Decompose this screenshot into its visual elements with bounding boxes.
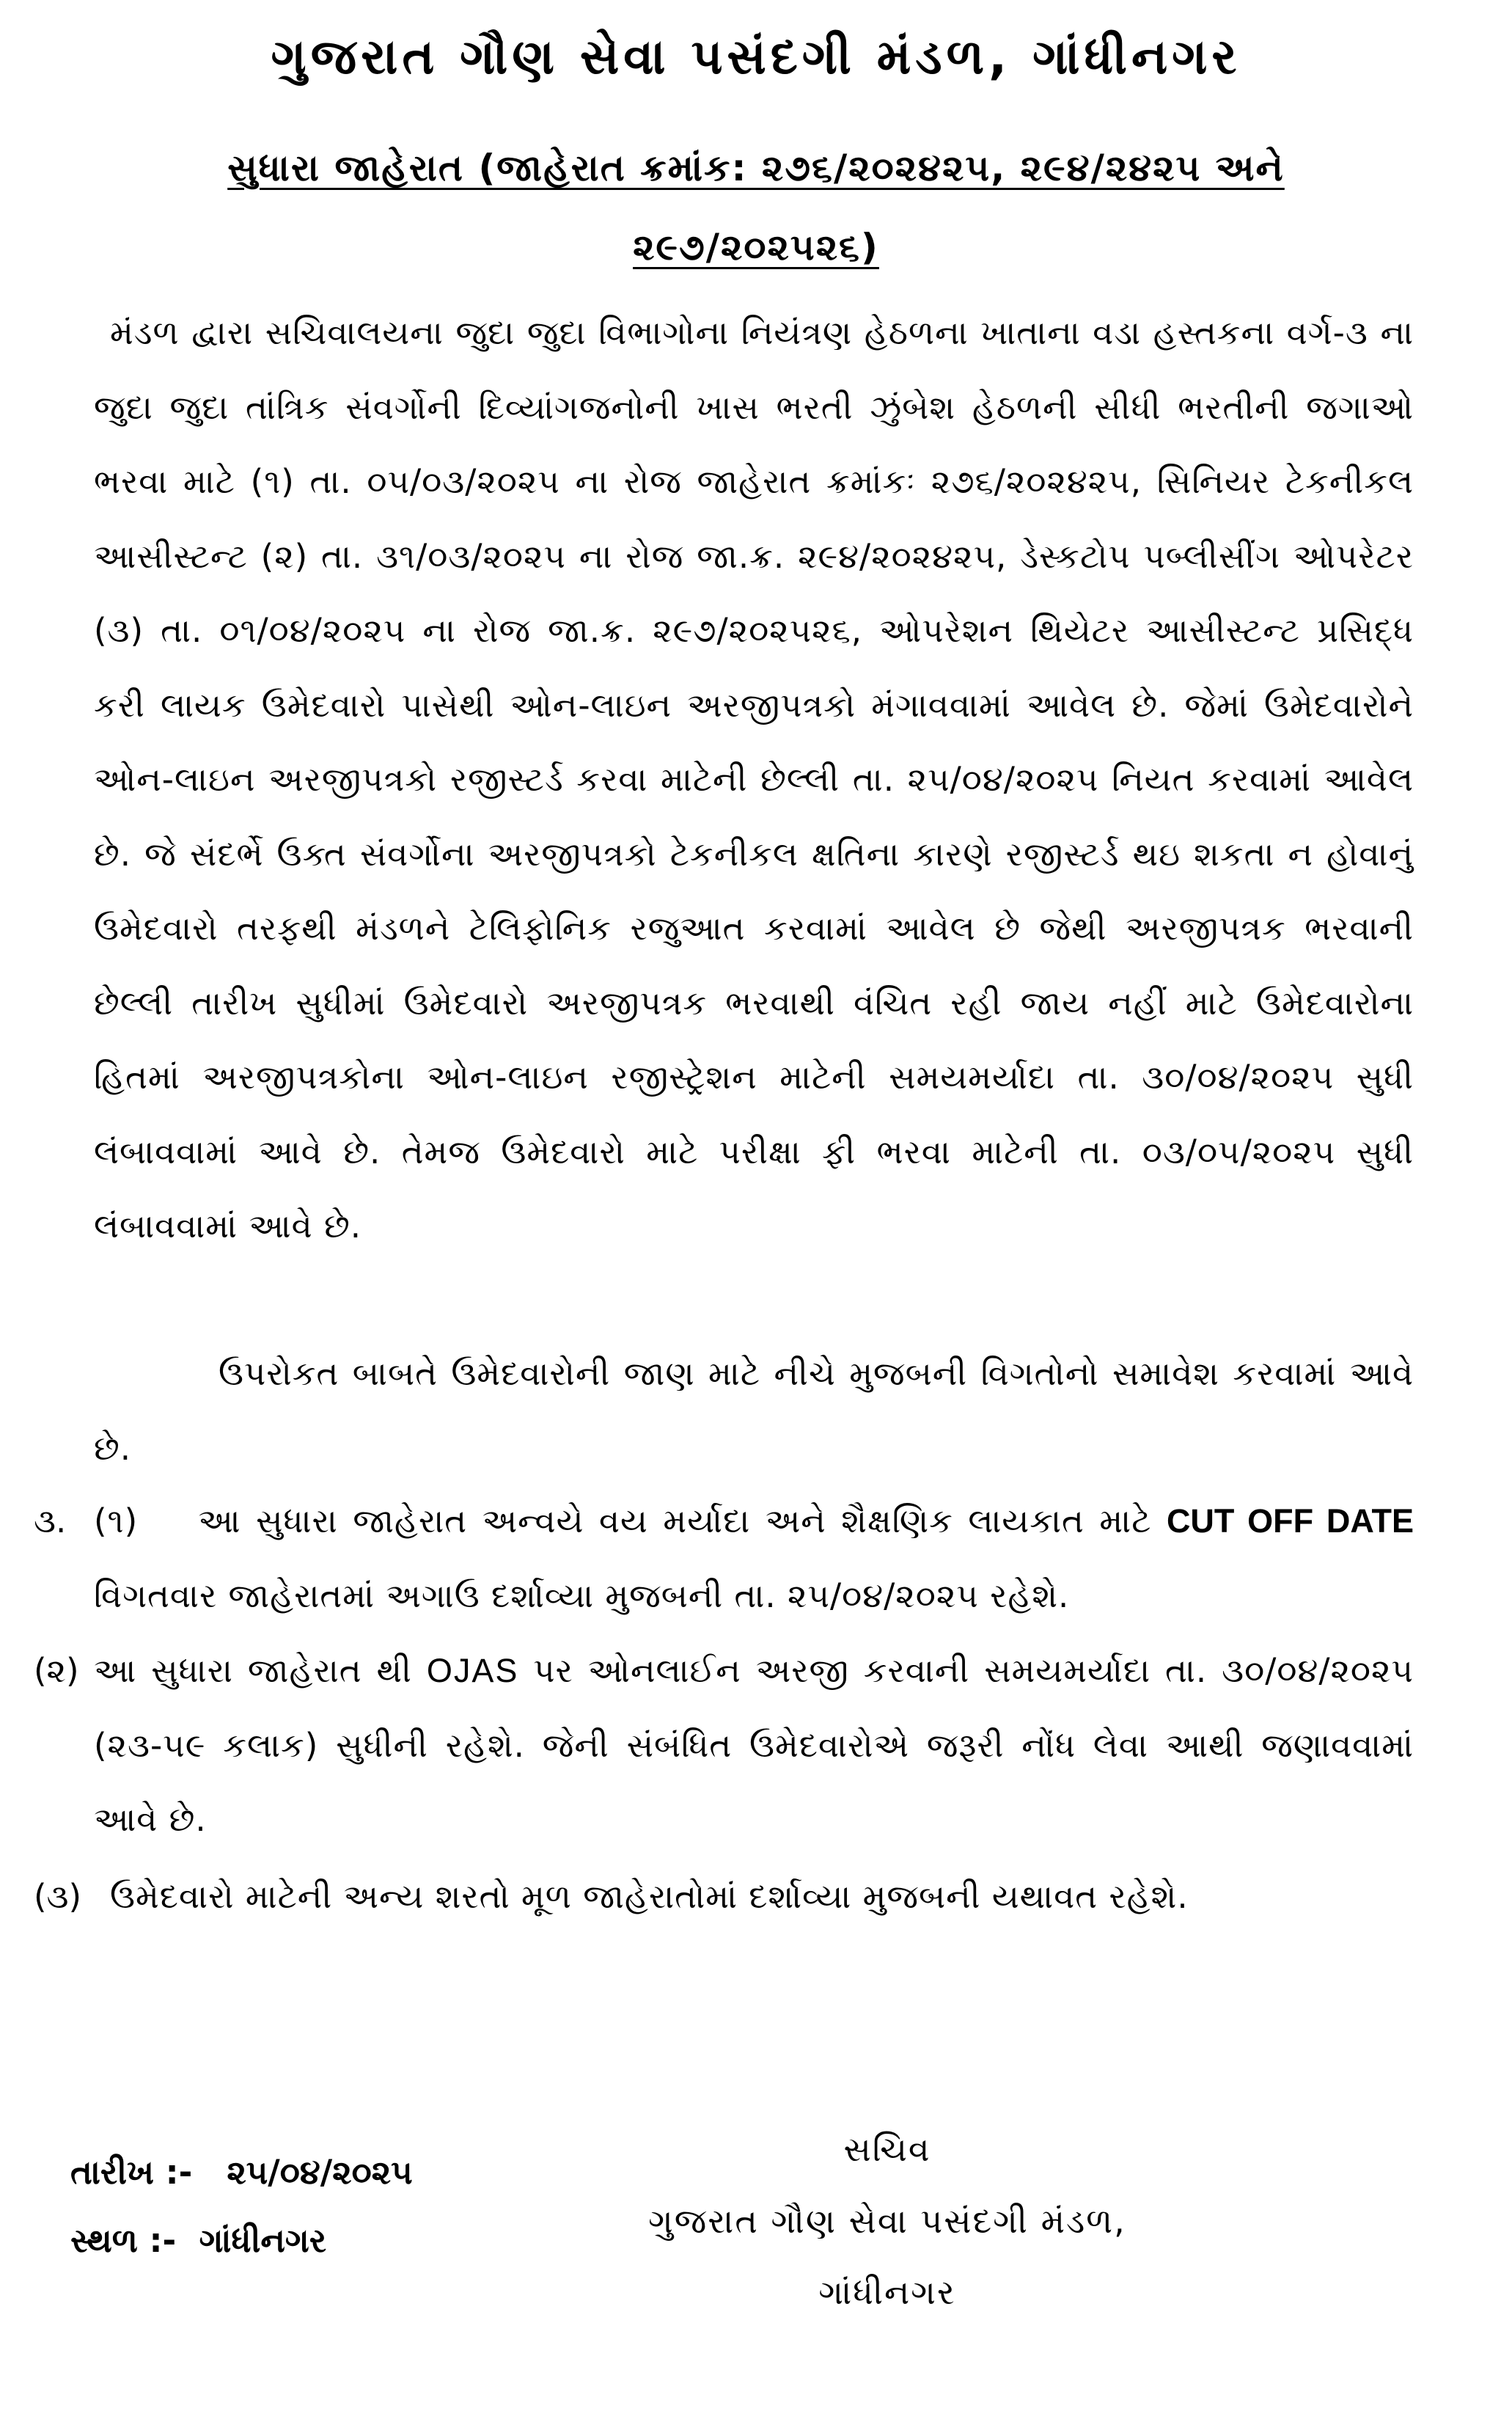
date-value: ૨૫/૦૪/૨૦૨૫ xyxy=(227,2153,413,2192)
list-item-2 xyxy=(94,1633,1414,1857)
signatory-organization: ગુજરાત ગૌણ સેવા પસંદગી મંડળ, xyxy=(648,2201,1126,2241)
place-label: સ્થળ :- xyxy=(70,2221,177,2260)
notice-subtitle-text: સુધારા જાહેરાત (જાહેરાત ક્રમાંક: ૨૭૬/૨૦૨૪૨૫, ૨૯૪/૨૪૨૫ અને ૨૯૭/૨૦૨૫૨૬) xyxy=(227,147,1285,268)
item-text-1-after: વિગતવાર જાહેરાતમાં અગાઉ દર્શાવ્યા મુજબની તા. ૨૫/૦૪/૨૦૨૫ રહેશે. xyxy=(94,1576,1070,1615)
signatory-title: સચિવ xyxy=(843,2129,931,2169)
ojas-label: OJAS xyxy=(426,1652,519,1689)
place-line xyxy=(70,2219,326,2263)
place-value: ગાંધીનગર xyxy=(199,2221,326,2260)
body-paragraph-2: ઉપરોકત બાબતે ઉમેદવારોની જાણ માટે નીચે મુજબની વિગતોનો સમાવેશ કરવામાં આવે છે. xyxy=(94,1354,1414,1468)
item-text-2-after: પર ઓનલાઈન અરજી કરવાની સમયમર્યાદા તા. ૩૦/૦૪/૨૦૨૫ (૨૩-૫૯ કલાક) સુધીની રહેશે. જેની સંબંધિત ઉમેદવારોએ જરૂરી નોંધ લેવા આથી જણાવવામાં આવે છે. xyxy=(94,1651,1414,1839)
date-label: તારીખ :- xyxy=(70,2153,193,2192)
page-title: ગુજરાત ગૌણ સેવા પસંદગી મંડળ, ગાંધીનગર xyxy=(271,29,1241,85)
signatory-city: ગાંધીનગર xyxy=(818,2272,956,2312)
body-paragraph-1: મંડળ દ્વારા સચિવાલયના જુદા જુદા વિભાગોના નિયંત્રણ હેઠળના ખાતાના વડા હસ્તકના વર્ગ-૩ ના જુદા જુદા તાંત્રિક સંવર્ગોની દિવ્યાંગજનોની ખાસ ભરતી ઝુંબેશ હેઠળની સીધી ભરતીની જગાઓ ભરવા માટે (૧) તા. ૦૫/૦૩/૨૦૨૫ ના રોજ જાહેરાત ક્રમાંકઃ ૨૭૬/૨૦૨૪૨૫, સિનિયર ટેકનીકલ આસીસ્ટન્ટ (૨) તા. ૩૧/૦૩/૨૦૨૫ ના રોજ જા.ક્ર. ૨૯૪/૨૦૨૪૨૫, ડેસ્કટોપ પબ્લીસીંગ ઓપરેટર (૩) તા. ૦૧/૦૪/૨૦૨૫ ના રોજ જા.ક્ર. ૨૯૭/૨૦૨૫૨૬, ઓપરેશન થિયેટર આસીસ્ટન્ટ પ્રસિદ્ધ કરી લાયક ઉમેદવારો પાસેથી ઓન-લાઇન અરજીપત્રકો મંગાવવામાં આવેલ છે. જેમાં ઉમેદવારોને ઓન-લાઇન અરજીપત્રકો રજીસ્ટર્ડ કરવા માટેની છેલ્લી તા. ૨૫/૦૪/૨૦૨૫ નિયત કરવામાં આવેલ છે. જે સંદર્ભે ઉક્ત સંવર્ગોના અરજીપત્રકો ટેકનીકલ ક્ષતિના કારણે રજીસ્ટર્ડ થઇ શકતા ન હોવાનું ઉમેદવારો તરફથી મંડળને ટેલિફોનિક રજુઆત કરવામાં આવેલ છે જેથી અરજીપત્રક ભરવાની છેલ્લી તારીખ સુધીમાં ઉમેદવારો અરજીપત્રક ભરવાથી વંચિત રહી જાય નહીં માટે ઉમેદવારોના હિતમાં અરજીપત્રકોના ઓન-લાઇન રજીસ્ટ્રેશન માટેની સમયમર્યાદા તા. ૩૦/૦૪/૨૦૨૫ સુધી લંબાવવામાં આવે છે. તેમજ ઉમેદવારો માટે પરીક્ષા ફી ભરવા માટેની તા. ૦૩/૦૫/૨૦૨૫ સુધી લંબાવવામાં આવે છે. xyxy=(94,313,1414,1245)
cut-off-date-label: CUT OFF DATE xyxy=(1166,1502,1414,1540)
date-line xyxy=(70,2151,413,2195)
item-text-1-before: આ સુધારા જાહેરાત અન્વયે વય મર્યાદા અને શૈક્ષણિક લાયકાત માટે xyxy=(198,1501,1152,1540)
item-number-1: ૩. xyxy=(34,1501,67,1540)
item-sub-number-1: (૧) xyxy=(94,1501,139,1540)
notice-subtitle xyxy=(117,128,1395,287)
list-item-3: ઉમેદવારો માટેની અન્ય શરતો મૂળ જાહેરાતોમાં દર્શાવ્યા મુજબની યથાવત રહેશે. xyxy=(110,1877,1189,1916)
item-number-3: (૩) xyxy=(34,1877,82,1916)
item-text-2-before: આ સુધારા જાહેરાત થી xyxy=(94,1651,412,1690)
item-number-2: (૨) xyxy=(34,1651,79,1690)
list-item-1 xyxy=(94,1484,1414,1633)
